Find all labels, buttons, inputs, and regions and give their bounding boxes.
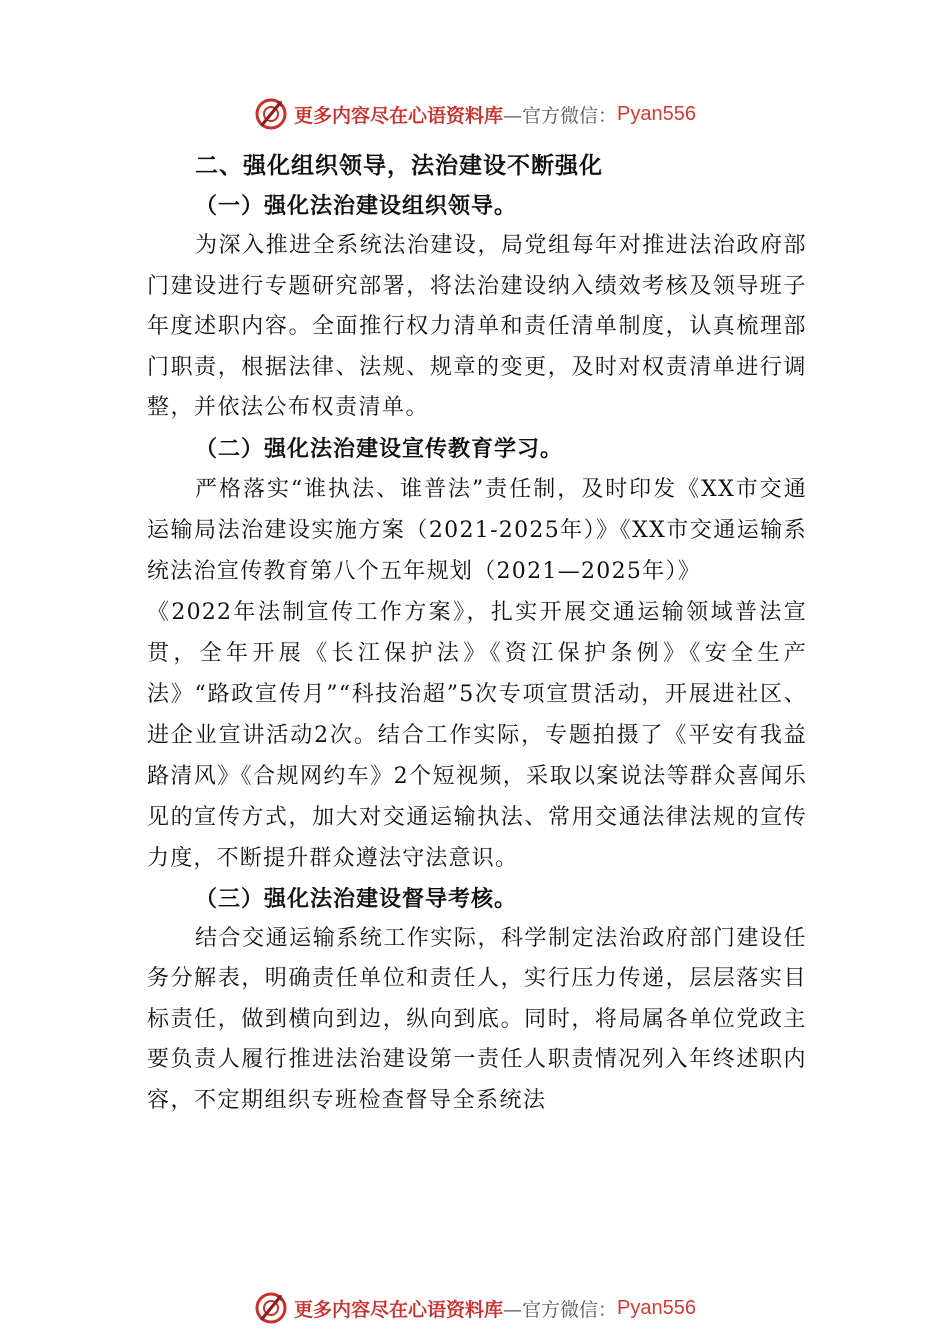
banner-wechat-id: Pyan556 [617,102,696,125]
paragraph-1: 为深入推进全系统法治建设，局党组每年对推进法治政府部门建设进行专题研究部署，将法治建设纳入绩效考核及领导班子年度述职内容。全面推行权力清单和责任清单制度，认真梳理部门职责，根据法律、法规、规章的变更，及时对权责清单进行调整，并依法公布权责清单。 [147,233,807,420]
paragraph-2a: 严格落实“谁执法、谁普法”责任制，及时印发《XX市交通运输局法治建设实施方案（2021-2025年）》《XX市交通运输系统法治宣传教育第八个五年规划（2021—2025年）》 [147,476,807,584]
footer-banner [0,1288,950,1328]
document-body [147,146,807,1121]
paragraph-3: 结合交通运输系统工作实际，科学制定法治政府部门建设任务分解表，明确责任单位和责任人，实行压力传递，层层落实目标责任，做到横向到边，纵向到底。同时，将局属各单位党政主要负责人履行推进法治建设第一责任人职责情况列入年终述职内容，不定期组织专班检查督导全系统法 [147,925,807,1113]
banner-library-text: 更多内容尽在心语资料库 [294,1298,504,1321]
subsection-title-3: （三）强化法治建设督导考核。 [195,885,518,912]
banner-wechat-label: —官方微信： [503,1298,618,1321]
logo-icon [254,1291,288,1325]
banner-library-text: 更多内容尽在心语资料库 [294,104,504,127]
paragraph-2b: 《2022年法制宣传工作方案》，扎实开展交通运输领域普法宣贯，全年开展《长江保护法》《资江保护条例》《安全生产法》“路政宣传月”“科技治超”5次专项宣贯活动，开展进社区、进企业宣讲活动2次。结合工作实际，专题拍摄了《平安有我益路清风》《合规网约车》2个短视频，采取以案说法等群众喜闻乐见的宣传方式，加大对交通运输执法、常用交通法律法规的宣传力度，不断提升群众遵法守法意识。 [147,599,807,871]
banner-wechat-id: Pyan556 [617,1296,696,1319]
subsection-title-1: （一）强化法治建设组织领导。 [195,193,518,219]
banner-wechat-label: —官方微信： [503,104,618,127]
header-banner [0,94,950,134]
section-heading: 二、强化组织领导，法治建设不断强化 [195,153,603,179]
logo-icon [254,97,288,131]
subsection-title-2: （二）强化法治建设宣传教育学习。 [195,435,564,462]
